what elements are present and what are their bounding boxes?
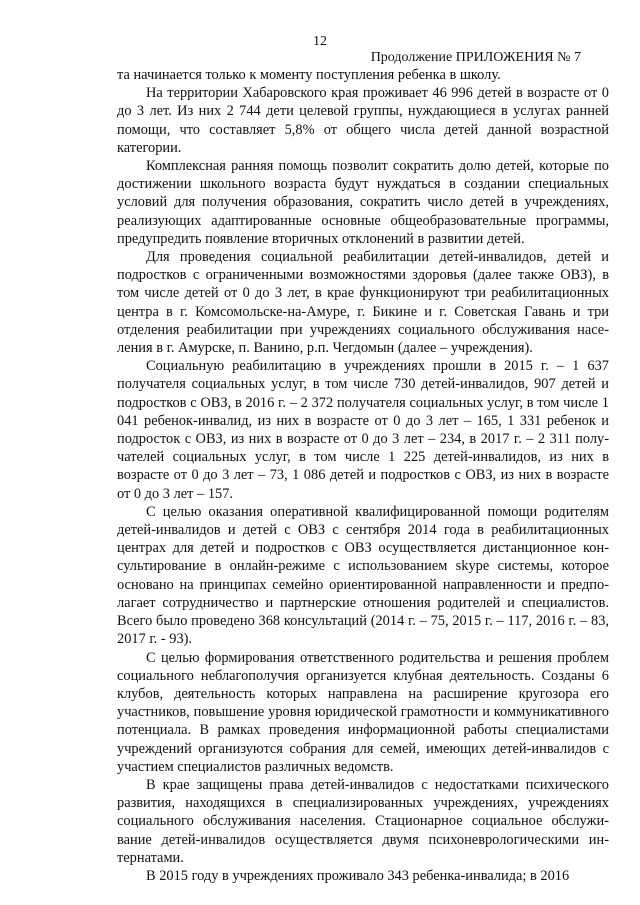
paragraph-continuation: та начинается только к моменту поступления ребенка в школу. bbox=[117, 67, 501, 83]
paragraph-rehabilitation-statistics: Социальную реабилитацию в учреждениях прошли в 2015 г. – 1 637 получателя социальных услуг, в том числе 730 детей-инвалидов, 907 детей и подростков с ОВЗ, в 2016 г. – 2 372 получателя социальных услуг, в том числе 1 041 ребенок-инвалид, из них в возрасте от 0 до 3 лет – 165, 1 331 ребенок и подросток с ОВЗ, из них в возрасте от 0 до 3 лет – 234, в 2017 г. – 2 311 получателей социальных услуг, в том числе 1 225 детей-инвалидов, из них в возрасте от 0 до 3 лет – 73, 1 086 детей и подростков с ОВЗ, из них в возрасте от 0 до 3 лет – 157. bbox=[117, 358, 609, 502]
paragraph-remote-consulting: С целью оказания оперативной квалифицированной помощи родителям детей-инвалидов и детей с ОВЗ с сентября 2014 года в реабилитационных центрах для детей и подростков с ОВЗ осуществляется дистанционное консультирование в онлайн-режиме с использованием skype системы, которое основано на принципах семейно ориентированной направленности и предполагает сотрудничество и партнерские отношения родителей и специалистов. Всего было проведено 368 консультаций (2014 г. – 75, 2015 г. – 117, 2016 г. – 83, 2017 г. - 93). bbox=[117, 503, 609, 648]
paragraph-early-help: Комплексная ранняя помощь позволит сократить долю детей, которые по достижении школьного возраста будут нуждаться в создании специальных условий для получения образования, сократить число детей в учреждениях, реализующих адаптированные основные общеобразовательные программы, предупредить появление вторичных отклонений в развитии детей. bbox=[117, 158, 609, 247]
paragraph-rights-protection: В крае защищены права детей-инвалидов с недостатками психического развития, находящихся в специализированных учреждениях, учреждениях социального обслуживания населения. Стационарное социальное обслуживание детей-инвалидов осуществляется двумя психоневрологическими интернатами. bbox=[117, 776, 609, 866]
paragraph-parent-clubs: С целью формирования ответственного родительства и решения проблем социального неблагополучия организуется клубная деятельность. Созданы 6 клубов, деятельность которых направлена на расширение кругозора его участников, повышение уровня юридической грамотности и коммуникативного потенциала. В рамках проведения информационной работы специалистами учреждений организуются собрания для семей, имеющих детей-инвалидов с участием специалистов различных ведомств. bbox=[117, 649, 609, 775]
paragraph-children-population: На территории Хабаровского края проживает 46 996 детей в возрасте от 0 до 3 лет. Из них 2 744 дети целевой группы, нуждающиеся в услугах ранней помощи, что составляет 5,8% от общего числа детей данной возрастной категории. bbox=[117, 85, 609, 156]
paragraph-rehabilitation-centers: Для проведения социальной реабилитации детей-инвалидов, детей и подростков с ограниченными возможностями здоровья (далее также ОВЗ), в том числе детей от 0 до 3 лет, в крае функционируют три реабилитационных центра в г. Комсомольске-на-Амуре, г. Бикине и г. Советская Гавань и три отделения реабилитации при учреждениях социального обслуживания населения в г. Амурске, п. Ванино, р.п. Чегдомын (далее – учреждения). bbox=[117, 249, 609, 357]
body-text bbox=[117, 66, 609, 885]
page-number: 12 bbox=[313, 34, 327, 49]
paragraph-residents-count: В 2015 году в учреждениях проживало 343 ребенка-инвалида; в 2016 bbox=[146, 867, 570, 884]
appendix-continuation-note: Продолжение ПРИЛОЖЕНИЯ № 7 bbox=[370, 50, 581, 65]
